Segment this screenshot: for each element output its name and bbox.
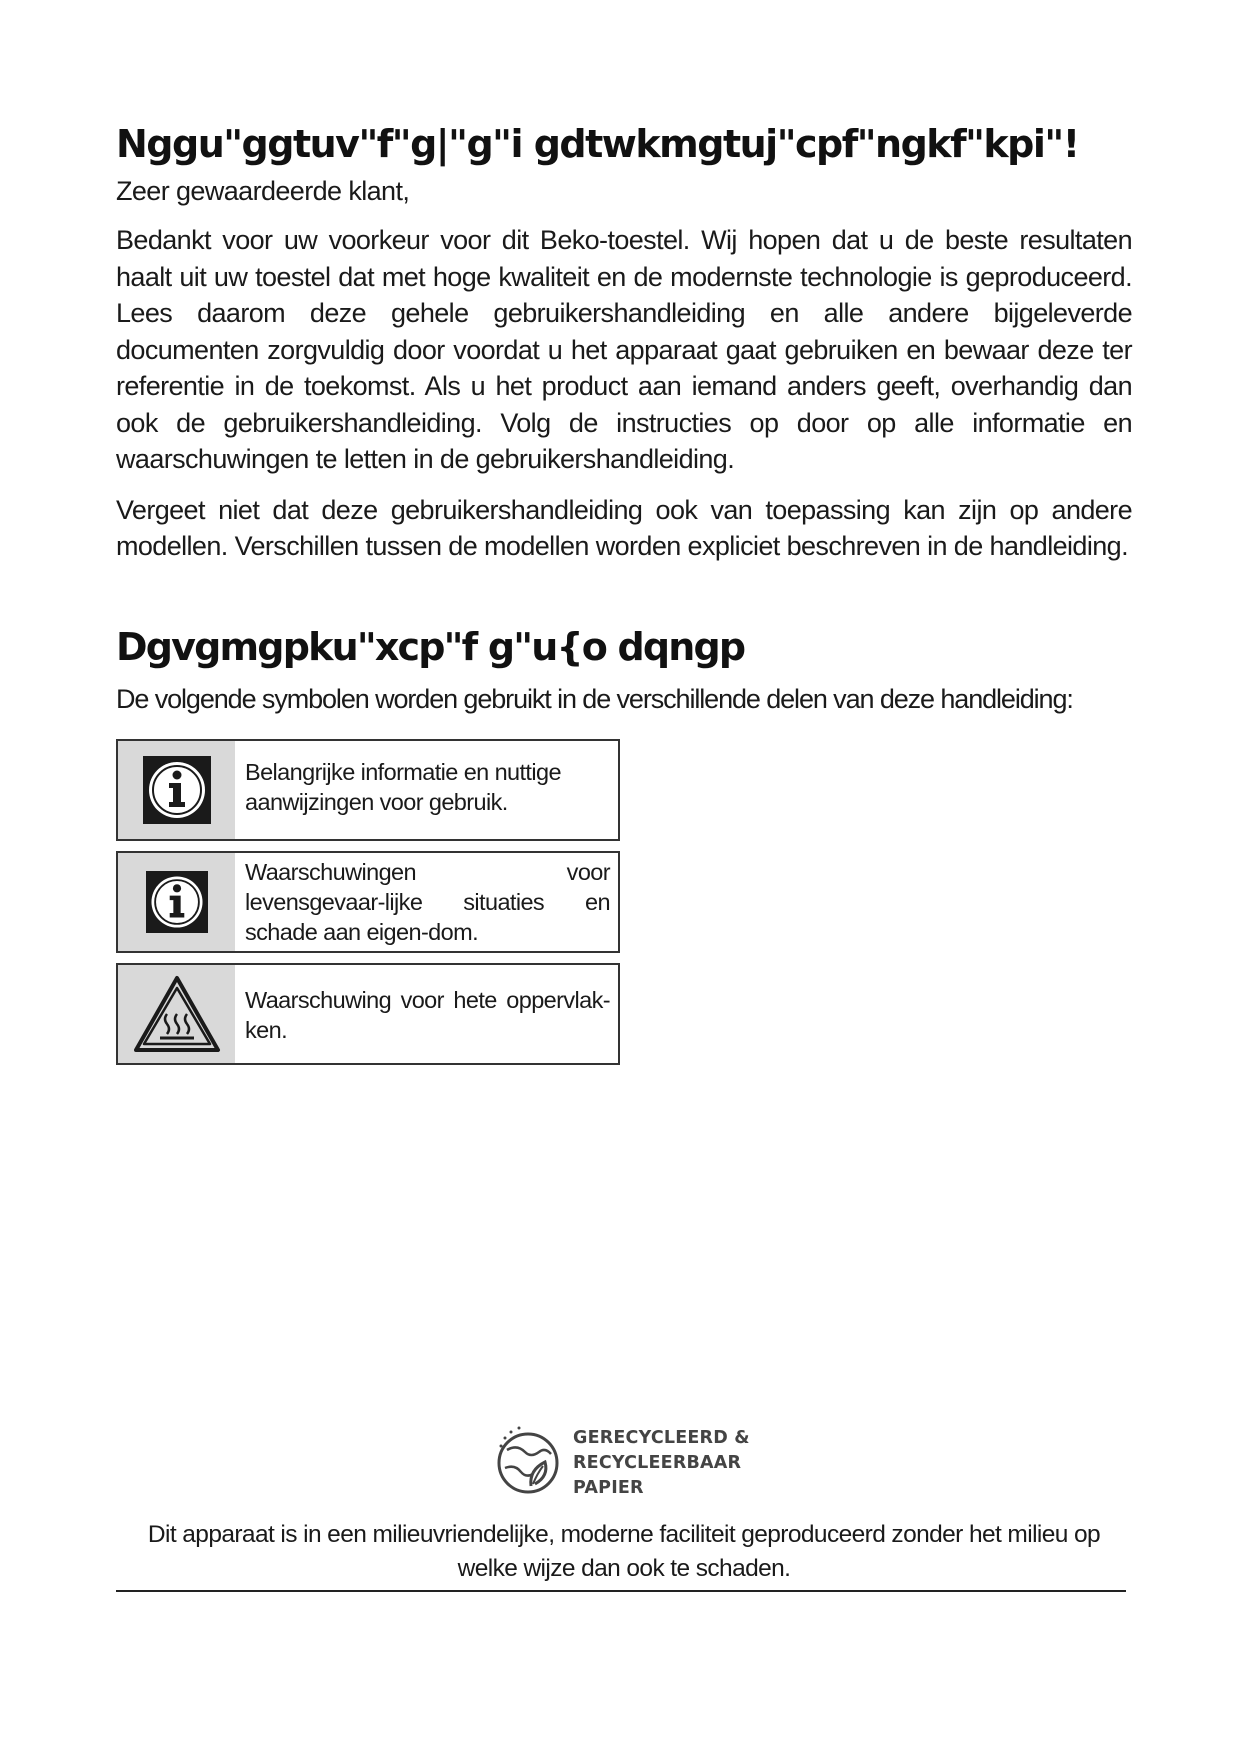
- hot-surface-warning-icon: [132, 974, 222, 1054]
- page-content: [116, 120, 1132, 1075]
- symbol-cell: [118, 965, 235, 1063]
- recycle-line-2: RECYCLEERBAAR: [573, 1452, 742, 1473]
- intro-paragraph-2: Vergeet niet dat deze gebruikershandleiding ook van toepassing kan zijn op andere modellen. Verschillen tussen de modellen worden expliciet beschreven in de handleiding.: [116, 494, 1132, 561]
- info-icon: [146, 871, 208, 933]
- symbol-table: [116, 739, 620, 1065]
- symbol-cell: [118, 741, 235, 839]
- symbol-description: Belangrijke informatie en nuttige aanwijzingen voor gebruik.: [245, 758, 561, 815]
- symbol-row-hot-surface: [116, 963, 620, 1065]
- symbol-cell: [118, 853, 235, 951]
- intro-paragraph-1: Bedankt voor uw voorkeur voor dit Beko-toestel. Wij hopen dat u de beste resultaten haalt uit uw toestel dat met hoge kwaliteit en de modernste technologie is geproduceerd. Lees daarom deze gehele gebruikershandleiding en alle andere bijgeleverde documenten zorgvuldig door voordat u het apparaat gaat gebruiken en bewaar deze ter referentie in de toekomst. Als u het product aan iemand anders geeft, overhandig dan ook de gebruikershandleiding. Volg de instructies op door op alle informatie en waarschuwingen te letten in de gebruikershandleiding.: [116, 225, 1132, 474]
- recycled-paper-label: [573, 1426, 750, 1501]
- recycle-line-3: PAPIER: [573, 1477, 644, 1498]
- footer-divider: [116, 1590, 1126, 1592]
- recycle-line-1: GERECYCLEERD &: [573, 1427, 750, 1448]
- welcome-heading: Nggu"ggtuv"f"g|"g"i gdtwkmgtuj"cpf"ngkf"kpi"!: [116, 122, 1079, 166]
- info-icon: [143, 756, 211, 824]
- recycled-paper-icon: [493, 1420, 563, 1506]
- symbol-description: Waarschuwingen voor levensgevaar-lijke situaties en schade aan eigen-dom.: [245, 858, 610, 945]
- symbol-row-info: [116, 739, 620, 841]
- symbols-heading: Dgvgmgpku"xcp"f g"u{o dqngp: [116, 624, 745, 669]
- greeting: Zeer gewaardeerde klant,: [116, 176, 410, 206]
- symbol-description: Waarschuwing voor hete oppervlak-ken.: [245, 986, 610, 1043]
- environment-note: Dit apparaat is in een milieuvriendelijke, moderne faciliteit geproduceerd zonder het milieu op welke wijze dan ook te schaden.: [147, 1521, 1101, 1582]
- symbols-intro: De volgende symbolen worden gebruikt in de verschillende delen van deze handleiding:: [116, 683, 1073, 714]
- recycled-paper-badge: [493, 1420, 750, 1506]
- symbol-row-warning: [116, 851, 620, 953]
